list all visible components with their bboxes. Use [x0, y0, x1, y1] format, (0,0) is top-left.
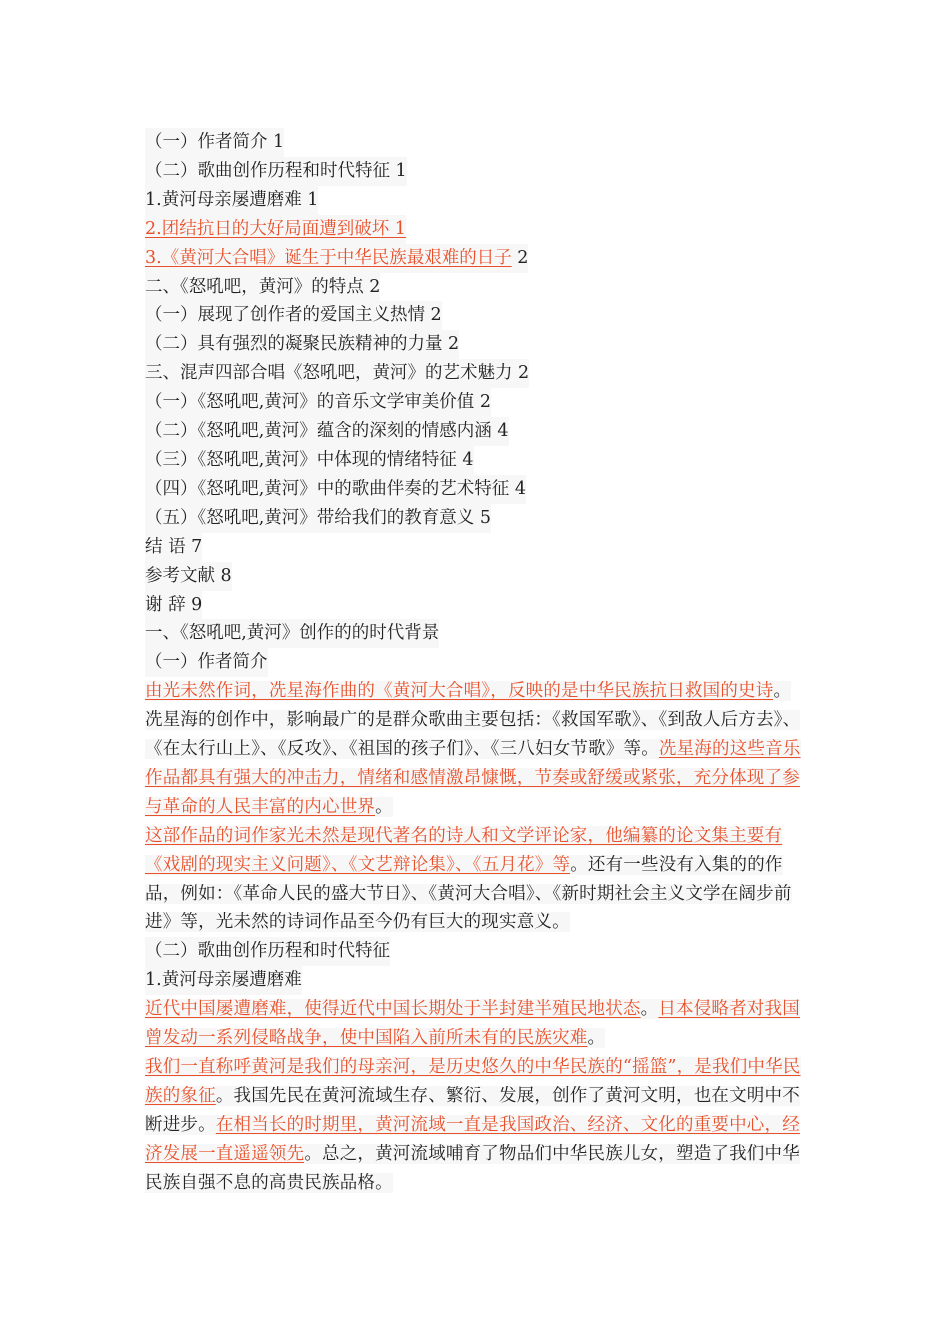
- toc-item: （一）作者简介 1: [145, 128, 284, 157]
- body-text: 。我国先民在黄河流域生存、繁衍、发展，创作了黄河文明，也在文明中不断进步。: [145, 1085, 800, 1135]
- toc-item: 结 语 7: [145, 533, 202, 562]
- body-text: 。还有一些没有入集的的作品，例如：《革命人民的盛大节日》、《黄河大合唱》、《新时期社会主义文学在阔步前进》等，光未然的诗词作品至今仍有巨大的现实意义。: [145, 854, 792, 933]
- highlighted-text: 近代中国屡遭磨难，使得近代中国长期处于半封建半殖民地状态: [145, 999, 641, 1020]
- paragraph-author-intro: [145, 677, 807, 822]
- highlighted-text: 我们一直称呼黄河是我们的母亲河，是历史悠久的中华民族的“摇篮”，是我们中华民族的象征: [145, 1057, 801, 1106]
- highlighted-text: 在相当长的时期里，黄河流域一直是我国政治、经济、文化的重要中心，经济发展一直遥遥领先: [145, 1114, 800, 1164]
- subsection-heading: （一）作者简介: [145, 648, 268, 677]
- toc-item-highlighted: 2.团结抗日的大好局面遭到破坏 1: [145, 215, 406, 244]
- body-text: 。: [587, 1028, 606, 1049]
- toc-item-text: 3.《黄河大合唱》诞生于中华民族最艰难的日子: [145, 247, 512, 268]
- toc-item: （四）《怒吼吧,黄河》中的歌曲伴奏的艺术特征 4: [145, 475, 526, 504]
- toc-item: 二、《怒吼吧，黄河》的特点 2: [145, 273, 380, 302]
- paragraph-hardships: [145, 995, 807, 1053]
- toc-item-highlighted: [145, 244, 528, 273]
- toc-item: 参考文献 8: [145, 562, 232, 591]
- toc-item: （一）展现了创作者的爱国主义热情 2: [145, 301, 442, 330]
- toc-item: （二）歌曲创作历程和时代特征 1: [145, 157, 407, 186]
- toc-item: 三、混声四部合唱《怒吼吧，黄河》的艺术魅力 2: [145, 359, 529, 388]
- paragraph-lyricist: [145, 822, 807, 938]
- body-text: 。总之，黄河流域哺育了物品们中华民族儿女，塑造了我们中华民族自强不息的高贵民族品格。: [145, 1143, 800, 1193]
- toc-item: （一）《怒吼吧,黄河》的音乐文学审美价值 2: [145, 388, 491, 417]
- highlighted-text: 由光未然作词，冼星海作曲的《黄河大合唱》，反映的是中华民族抗日救国的史诗: [145, 681, 774, 702]
- highlighted-text: 这部作品的词作家光未然是现代著名的诗人和文学评论家，他编纂的论文集主要有《戏剧的现实主义问题》、《文艺辩论集》、《五月花》等: [145, 825, 783, 875]
- body-text: 。冼星海的创作中，影响最广的是群众歌曲主要包括：《救国军歌》、《到敌人后方去》、《在太行山上》、《反攻》、《祖国的孩子们》、《三八妇女节歌》等。: [145, 681, 801, 760]
- table-of-contents: [145, 128, 815, 619]
- toc-item-page: 2: [511, 247, 529, 268]
- subsection-heading: （二）歌曲创作历程和时代特征: [145, 937, 390, 966]
- toc-item: （五）《怒吼吧,黄河》带给我们的教育意义 5: [145, 504, 491, 533]
- body-text: 。: [640, 999, 659, 1020]
- body-text: 。: [375, 796, 393, 817]
- highlighted-text: 日本侵略者对我国曾发动一系列侵略战争，使中国陷入前所未有的民族灾难: [145, 999, 800, 1049]
- subsection-heading: 1.黄河母亲屡遭磨难: [145, 966, 302, 995]
- toc-item: （二）《怒吼吧,黄河》蕴含的深刻的情感内涵 4: [145, 417, 509, 446]
- toc-item: （三）《怒吼吧,黄河》中体现的情绪特征 4: [145, 446, 474, 475]
- highlighted-text: 冼星海的这些音乐作品都具有强大的冲击力，情绪和感情激昂慷慨，节奏或舒缓或紧张，充分体现了参与革命的人民丰富的内心世界: [145, 739, 801, 817]
- toc-item: （二）具有强烈的凝聚民族精神的力量 2: [145, 330, 459, 359]
- document-body: [145, 128, 815, 1198]
- toc-item: 1.黄河母亲屡遭磨难 1: [145, 186, 318, 215]
- section-heading: 一、《怒吼吧,黄河》创作的的时代背景: [145, 619, 439, 648]
- toc-item: 谢 辞 9: [145, 591, 202, 620]
- paragraph-mother-river: [145, 1053, 807, 1198]
